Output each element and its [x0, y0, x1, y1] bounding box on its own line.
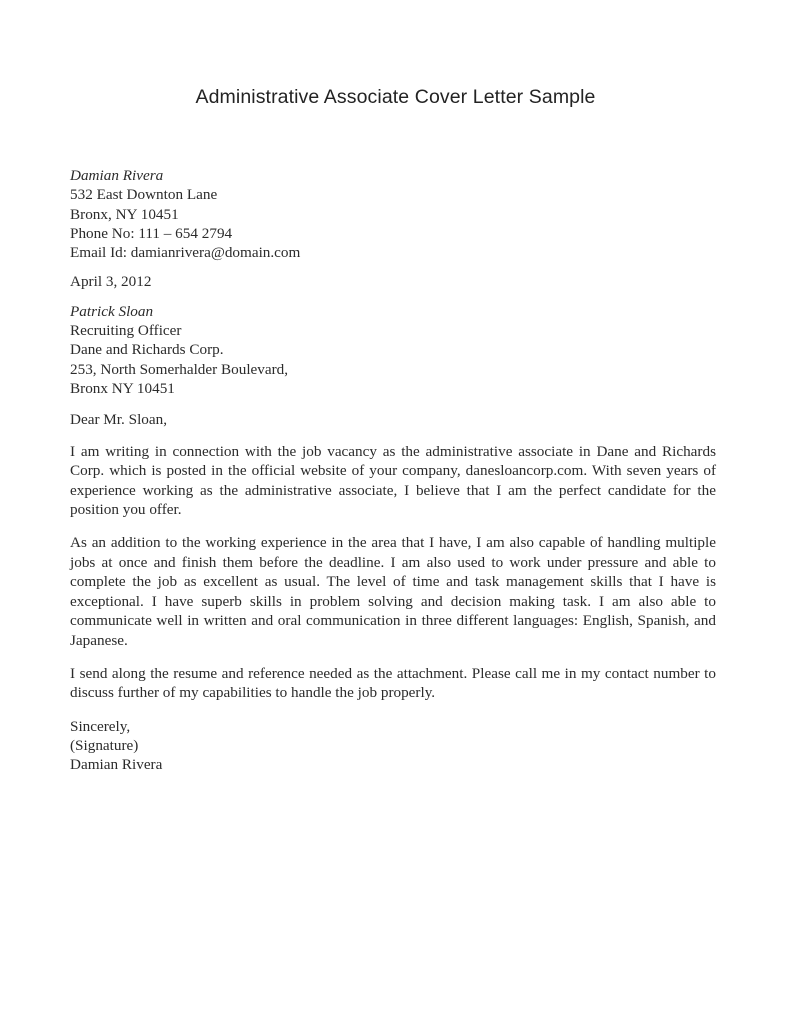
recipient-street: 253, North Somerhalder Boulevard, [70, 360, 289, 378]
signature-placeholder: (Signature) [70, 736, 139, 754]
sender-street: 532 East Downton Lane [70, 186, 218, 204]
spacer-after-recipient [70, 398, 716, 410]
letter-date-block [70, 272, 716, 291]
spacer-after-date [70, 292, 716, 302]
body-paragraph-2: As an addition to the working experience in the area that I have, I am also capable of handling multiple jobs at once and finish them before the deadline. I am also used to work under pressure and able to complete the job as excellent as usual. The level of time and task management skills that I have is exceptional. I have superb skills in problem solving and decision making task. I am also able to communicate well in written and oral communication in three different languages: English, Spanish, and Japanese. [70, 533, 716, 649]
body-paragraph-3: I send along the resume and reference needed as the attachment. Please call me in my contact number to discuss further of my capabilities to handle the job properly. [70, 664, 716, 702]
salutation: Dear Mr. Sloan, [70, 411, 168, 429]
valediction: Sincerely, [70, 717, 131, 735]
spacer-after-salutation [70, 430, 716, 442]
recipient-address-block [70, 302, 716, 398]
spacer-after-sender [70, 262, 716, 272]
letter-date: April 3, 2012 [70, 273, 152, 291]
sender-address-block [70, 166, 716, 262]
recipient-company: Dane and Richards Corp. [70, 341, 224, 359]
page-title: Administrative Associate Cover Letter Sample [195, 86, 596, 108]
sender-name: Damian Rivera [70, 167, 164, 184]
recipient-job-title: Recruiting Officer [70, 322, 182, 340]
closing-block [70, 717, 716, 775]
signer-name: Damian Rivera [70, 756, 163, 774]
body-paragraph-1: I am writing in connection with the job vacancy as the administrative associate in Dane and Richards Corp. which is posted in the official website of your company, danesloancorp.com. With seven years of experience working as the administrative associate, I believe that I am the perfect candidate for the position you offer. [70, 442, 716, 519]
sender-phone: Phone No: 111 – 654 2794 [70, 224, 233, 242]
sender-city-state-zip: Bronx, NY 10451 [70, 205, 179, 223]
spacer-before-closing [70, 703, 716, 717]
recipient-name: Patrick Sloan [70, 302, 154, 320]
recipient-city-state-zip: Bronx NY 10451 [70, 379, 175, 397]
letter-body [70, 166, 716, 775]
sender-email: Email Id: damianrivera@domain.com [70, 244, 301, 262]
